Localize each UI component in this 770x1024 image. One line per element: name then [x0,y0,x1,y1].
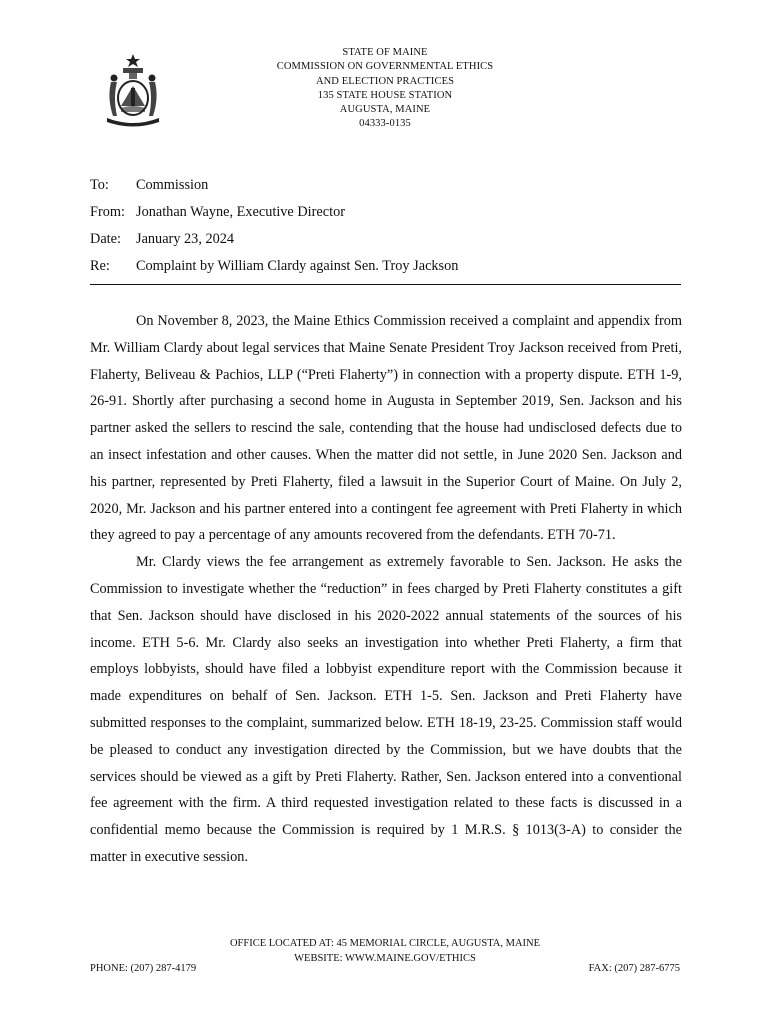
memo-from-row [90,199,458,226]
letterhead-line-station: 135 STATE HOUSE STATION [317,89,453,101]
memo-date-value: January 23, 2024 [136,231,235,247]
footer-website: WEBSITE: WWW.MAINE.GOV/ETHICS [294,953,476,964]
memo-re-label: Re: [90,258,110,274]
memo-from-label: From: [90,204,125,220]
letterhead [250,46,520,132]
footer-office: OFFICE LOCATED AT: 45 MEMORIAL CIRCLE, AUGUSTA, MAINE [229,938,541,949]
footer-address [200,936,570,966]
letterhead-line-state: STATE OF MAINE [342,47,428,58]
memo-header [90,172,458,280]
letterhead-line-city: AUGUSTA, MAINE [339,104,431,116]
header-divider [90,284,681,285]
footer-fax: FAX: (207) 287-6775 [588,963,680,974]
memo-re-row [90,253,458,280]
letterhead-line-practices: AND ELECTION PRACTICES [315,75,455,87]
memo-to-row [90,172,458,199]
memo-from-value: Jonathan Wayne, Executive Director [136,204,345,220]
body-paragraph-2: Mr. Clardy views the fee arrangement as extremely favorable to Sen. Jackson. He asks the Commission to investigate whether the “reduction” in fees charged by Preti Flaherty constitutes a gift that Sen. Jackson should have disclosed in his 2020-2022 annual statements of the sources of his income. ETH 5-6. Mr. Clardy also seeks an investigation into whether Preti Flaherty, a firm that employs lobbyists, should have filed a lobbyist expenditure report with the Commission because it made expenditures on behalf of Sen. Jackson. ETH 1-5. Sen. Jackson and Preti Flaherty have submitted responses to the complaint, summarized below. ETH 18-19, 23-25. Commission staff would be pleased to conduct any investigation directed by the Commission, but we have doubts that the services should be viewed as a gift by Preti Flaherty. Rather, Sen. Jackson entered into a conventional fee agreement with the firm. A third requested investigation related to these facts is discussed in a confidential memo because the Commission is required by 1 M.R.S. § 1013(3-A) to consider the matter in executive session. [90,554,682,865]
maine-state-seal-icon [103,52,163,127]
body-paragraph-1: On November 8, 2023, the Maine Ethics Commission received a complaint and appendix from Mr. William Clardy about legal services that Maine Senate President Troy Jackson received from Preti, Flaherty, Beliveau & Pachios, LLP (“Preti Flaherty”) in connection with a property dispute. ETH 1-9, 26-91. Shortly after purchasing a second home in Augusta in September 2019, Sen. Jackson and his partner asked the sellers to rescind the sale, contending that the house had undisclosed defects due to an insect infestation and other causes. When the matter did not settle, in June 2020 Sen. Jackson and his partner, represented by Preti Flaherty, filed a lawsuit in the Superior Court of Maine. On July 2, 2020, Mr. Jackson and his partner entered into a contingent fee agreement with Preti Flaherty in which they agreed to pay a percentage of any amounts recovered from the defendants. ETH 70-71. [90,313,682,544]
memo-date-label: Date: [90,231,121,247]
footer-phone: PHONE: (207) 287-4179 [90,963,197,974]
memo-date-row [90,226,458,253]
letterhead-line-commission: COMMISSION ON GOVERNMENTAL ETHICS [276,61,494,73]
memo-body [90,308,682,871]
memo-re-value: Complaint by William Clardy against Sen. Troy Jackson [136,258,459,274]
memo-to-label: To: [90,177,109,193]
letterhead-line-zip: 04333-0135 [359,118,411,130]
memo-to-value: Commission [136,177,209,193]
